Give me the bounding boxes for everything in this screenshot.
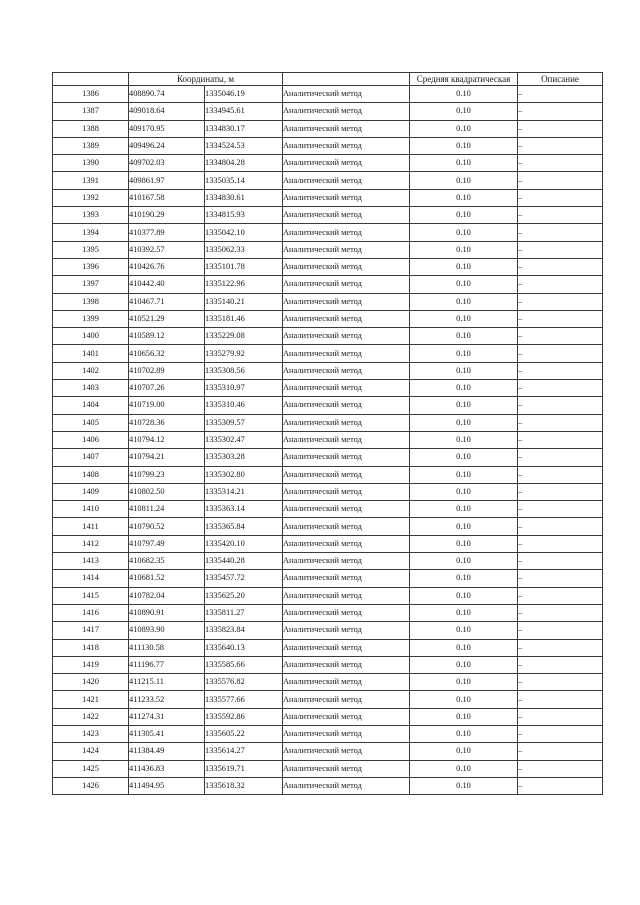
table-row [53, 155, 603, 172]
description-cell: – [518, 656, 603, 673]
table-row [53, 224, 603, 241]
table-row [53, 414, 603, 431]
table-row [53, 483, 603, 500]
point-number-cell: 1394 [53, 224, 129, 241]
table-row [53, 777, 603, 794]
table-row [53, 86, 603, 103]
coordinate-x-cell: 409496.24 [129, 137, 205, 154]
point-number-cell: 1389 [53, 137, 129, 154]
point-number-cell: 1404 [53, 397, 129, 414]
table-row [53, 587, 603, 604]
error-cell: 0.10 [410, 120, 518, 137]
coordinate-x-cell: 410790.52 [129, 518, 205, 535]
error-cell: 0.10 [410, 431, 518, 448]
point-number-cell: 1393 [53, 207, 129, 224]
coordinate-y-cell: 1334804.28 [205, 155, 283, 172]
point-number-cell: 1403 [53, 380, 129, 397]
coordinate-x-cell: 410682.35 [129, 553, 205, 570]
table-row [53, 189, 603, 206]
coordinate-y-cell: 1335140.21 [205, 293, 283, 310]
error-cell: 0.10 [410, 207, 518, 224]
error-cell: 0.10 [410, 760, 518, 777]
coordinate-x-cell: 410782.04 [129, 587, 205, 604]
coordinate-x-cell: 410589.12 [129, 328, 205, 345]
error-cell: 0.10 [410, 137, 518, 154]
table-row [53, 310, 603, 327]
coordinate-y-cell: 1335618.32 [205, 777, 283, 794]
error-cell: 0.10 [410, 380, 518, 397]
description-cell: – [518, 345, 603, 362]
point-number-cell: 1410 [53, 501, 129, 518]
table-row [53, 345, 603, 362]
error-cell: 0.10 [410, 258, 518, 275]
coordinate-y-cell: 1335310.46 [205, 397, 283, 414]
description-cell: – [518, 120, 603, 137]
point-number-cell: 1390 [53, 155, 129, 172]
error-cell: 0.10 [410, 777, 518, 794]
header-method-cell [283, 73, 410, 86]
error-cell: 0.10 [410, 293, 518, 310]
method-cell: Аналитический метод [283, 483, 410, 500]
point-number-cell: 1399 [53, 310, 129, 327]
point-number-cell: 1415 [53, 587, 129, 604]
method-cell: Аналитический метод [283, 622, 410, 639]
coordinate-x-cell: 410893.90 [129, 622, 205, 639]
table-row [53, 362, 603, 379]
point-number-cell: 1391 [53, 172, 129, 189]
description-cell: – [518, 397, 603, 414]
coordinate-x-cell: 410797.49 [129, 535, 205, 552]
error-cell: 0.10 [410, 501, 518, 518]
method-cell: Аналитический метод [283, 604, 410, 621]
error-cell: 0.10 [410, 362, 518, 379]
description-cell: – [518, 362, 603, 379]
error-cell: 0.10 [410, 743, 518, 760]
coordinate-x-cell: 410681.52 [129, 570, 205, 587]
table-row [53, 207, 603, 224]
table-row [53, 431, 603, 448]
point-number-cell: 1409 [53, 483, 129, 500]
point-number-cell: 1396 [53, 258, 129, 275]
coordinate-x-cell: 410811.24 [129, 501, 205, 518]
error-cell: 0.10 [410, 224, 518, 241]
error-cell: 0.10 [410, 639, 518, 656]
error-cell: 0.10 [410, 345, 518, 362]
header-error: Средняя квадратическая [410, 73, 518, 86]
point-number-cell: 1397 [53, 276, 129, 293]
point-number-cell: 1406 [53, 431, 129, 448]
coordinate-x-cell: 410728.36 [129, 414, 205, 431]
table-row [53, 656, 603, 673]
description-cell: – [518, 518, 603, 535]
description-cell: – [518, 258, 603, 275]
error-cell: 0.10 [410, 604, 518, 621]
coordinate-x-cell: 411384.49 [129, 743, 205, 760]
coordinate-y-cell: 1335035.14 [205, 172, 283, 189]
coordinate-y-cell: 1335302.80 [205, 466, 283, 483]
coordinate-y-cell: 1335279.92 [205, 345, 283, 362]
description-cell: – [518, 207, 603, 224]
method-cell: Аналитический метод [283, 155, 410, 172]
table-row [53, 241, 603, 258]
error-cell: 0.10 [410, 276, 518, 293]
description-cell: – [518, 708, 603, 725]
method-cell: Аналитический метод [283, 137, 410, 154]
error-cell: 0.10 [410, 172, 518, 189]
method-cell: Аналитический метод [283, 501, 410, 518]
coordinate-x-cell: 410794.21 [129, 449, 205, 466]
table-row [53, 553, 603, 570]
coordinate-y-cell: 1334524.53 [205, 137, 283, 154]
coordinate-y-cell: 1335440.28 [205, 553, 283, 570]
coordinate-y-cell: 1335577.66 [205, 691, 283, 708]
description-cell: – [518, 691, 603, 708]
description-cell: – [518, 224, 603, 241]
error-cell: 0.10 [410, 570, 518, 587]
coordinate-x-cell: 410802.50 [129, 483, 205, 500]
point-number-cell: 1408 [53, 466, 129, 483]
description-cell: – [518, 483, 603, 500]
coordinate-y-cell: 1335314.21 [205, 483, 283, 500]
point-number-cell: 1413 [53, 553, 129, 570]
table-row [53, 137, 603, 154]
point-number-cell: 1422 [53, 708, 129, 725]
table-row [53, 725, 603, 742]
description-cell: – [518, 172, 603, 189]
table-row [53, 674, 603, 691]
table-row [53, 293, 603, 310]
coordinate-x-cell: 411305.41 [129, 725, 205, 742]
method-cell: Аналитический метод [283, 380, 410, 397]
table-row [53, 449, 603, 466]
method-cell: Аналитический метод [283, 725, 410, 742]
error-cell: 0.10 [410, 518, 518, 535]
coordinate-x-cell: 411494.95 [129, 777, 205, 794]
error-cell: 0.10 [410, 691, 518, 708]
error-cell: 0.10 [410, 708, 518, 725]
error-cell: 0.10 [410, 483, 518, 500]
method-cell: Аналитический метод [283, 103, 410, 120]
coordinate-y-cell: 1335308.56 [205, 362, 283, 379]
coordinate-y-cell: 1335062.33 [205, 241, 283, 258]
coordinate-y-cell: 1335309.57 [205, 414, 283, 431]
point-number-cell: 1418 [53, 639, 129, 656]
point-number-cell: 1388 [53, 120, 129, 137]
error-cell: 0.10 [410, 189, 518, 206]
point-number-cell: 1419 [53, 656, 129, 673]
point-number-cell: 1424 [53, 743, 129, 760]
coordinate-y-cell: 1335303.28 [205, 449, 283, 466]
coordinate-y-cell: 1335181.46 [205, 310, 283, 327]
method-cell: Аналитический метод [283, 553, 410, 570]
point-number-cell: 1421 [53, 691, 129, 708]
method-cell: Аналитический метод [283, 293, 410, 310]
description-cell: – [518, 449, 603, 466]
description-cell: – [518, 241, 603, 258]
point-number-cell: 1401 [53, 345, 129, 362]
error-cell: 0.10 [410, 553, 518, 570]
method-cell: Аналитический метод [283, 449, 410, 466]
method-cell: Аналитический метод [283, 535, 410, 552]
coordinate-y-cell: 1335640.13 [205, 639, 283, 656]
coordinate-x-cell: 410426.76 [129, 258, 205, 275]
description-cell: – [518, 743, 603, 760]
method-cell: Аналитический метод [283, 224, 410, 241]
error-cell: 0.10 [410, 725, 518, 742]
table-row [53, 380, 603, 397]
method-cell: Аналитический метод [283, 777, 410, 794]
method-cell: Аналитический метод [283, 639, 410, 656]
description-cell: – [518, 155, 603, 172]
coordinate-y-cell: 1335310.97 [205, 380, 283, 397]
coordinate-y-cell: 1335046.19 [205, 86, 283, 103]
description-cell: – [518, 501, 603, 518]
method-cell: Аналитический метод [283, 587, 410, 604]
point-number-cell: 1386 [53, 86, 129, 103]
description-cell: – [518, 674, 603, 691]
description-cell: – [518, 137, 603, 154]
table-row [53, 397, 603, 414]
coordinate-x-cell: 410392.57 [129, 241, 205, 258]
table-row [53, 570, 603, 587]
error-cell: 0.10 [410, 674, 518, 691]
description-cell: – [518, 622, 603, 639]
point-number-cell: 1387 [53, 103, 129, 120]
error-cell: 0.10 [410, 587, 518, 604]
point-number-cell: 1426 [53, 777, 129, 794]
coordinate-y-cell: 1334945.61 [205, 103, 283, 120]
coordinate-y-cell: 1335614.27 [205, 743, 283, 760]
coordinate-y-cell: 1335363.14 [205, 501, 283, 518]
point-number-cell: 1423 [53, 725, 129, 742]
table-row [53, 501, 603, 518]
coordinate-x-cell: 410656.32 [129, 345, 205, 362]
point-number-cell: 1392 [53, 189, 129, 206]
description-cell: – [518, 570, 603, 587]
coordinates-table [52, 72, 603, 795]
coordinate-x-cell: 410190.29 [129, 207, 205, 224]
coordinate-x-cell: 409702.03 [129, 155, 205, 172]
error-cell: 0.10 [410, 241, 518, 258]
coordinate-x-cell: 410467.71 [129, 293, 205, 310]
point-number-cell: 1402 [53, 362, 129, 379]
table-row [53, 708, 603, 725]
description-cell: – [518, 431, 603, 448]
method-cell: Аналитический метод [283, 310, 410, 327]
point-number-cell: 1407 [53, 449, 129, 466]
table-row [53, 103, 603, 120]
method-cell: Аналитический метод [283, 86, 410, 103]
method-cell: Аналитический метод [283, 656, 410, 673]
description-cell: – [518, 604, 603, 621]
table-row [53, 328, 603, 345]
point-number-cell: 1398 [53, 293, 129, 310]
table-row [53, 760, 603, 777]
error-cell: 0.10 [410, 310, 518, 327]
method-cell: Аналитический метод [283, 466, 410, 483]
table-row [53, 258, 603, 275]
point-number-cell: 1400 [53, 328, 129, 345]
table-row [53, 120, 603, 137]
method-cell: Аналитический метод [283, 362, 410, 379]
coordinate-x-cell: 409861.97 [129, 172, 205, 189]
error-cell: 0.10 [410, 397, 518, 414]
coordinate-y-cell: 1335365.84 [205, 518, 283, 535]
error-cell: 0.10 [410, 656, 518, 673]
table-row [53, 622, 603, 639]
coordinate-x-cell: 410702.89 [129, 362, 205, 379]
table-row [53, 518, 603, 535]
coordinate-x-cell: 411436.83 [129, 760, 205, 777]
coordinate-y-cell: 1335585.66 [205, 656, 283, 673]
point-number-cell: 1417 [53, 622, 129, 639]
description-cell: – [518, 310, 603, 327]
method-cell: Аналитический метод [283, 570, 410, 587]
method-cell: Аналитический метод [283, 120, 410, 137]
error-cell: 0.10 [410, 466, 518, 483]
description-cell: – [518, 328, 603, 345]
coordinate-y-cell: 1334815.93 [205, 207, 283, 224]
description-cell: – [518, 760, 603, 777]
coordinate-x-cell: 410377.89 [129, 224, 205, 241]
coordinate-y-cell: 1335101.78 [205, 258, 283, 275]
coordinate-x-cell: 411233.52 [129, 691, 205, 708]
method-cell: Аналитический метод [283, 207, 410, 224]
header-number-cell [53, 73, 129, 86]
table-row [53, 743, 603, 760]
point-number-cell: 1412 [53, 535, 129, 552]
coordinate-x-cell: 411274.31 [129, 708, 205, 725]
error-cell: 0.10 [410, 449, 518, 466]
description-cell: – [518, 380, 603, 397]
description-cell: – [518, 189, 603, 206]
coordinate-y-cell: 1335122.96 [205, 276, 283, 293]
coordinate-x-cell: 410707.26 [129, 380, 205, 397]
table-row [53, 604, 603, 621]
error-cell: 0.10 [410, 86, 518, 103]
error-cell: 0.10 [410, 328, 518, 345]
description-cell: – [518, 276, 603, 293]
description-cell: – [518, 293, 603, 310]
description-cell: – [518, 86, 603, 103]
point-number-cell: 1416 [53, 604, 129, 621]
method-cell: Аналитический метод [283, 397, 410, 414]
method-cell: Аналитический метод [283, 276, 410, 293]
coordinate-x-cell: 410167.58 [129, 189, 205, 206]
table-row [53, 535, 603, 552]
coordinate-x-cell: 409018.64 [129, 103, 205, 120]
point-number-cell: 1414 [53, 570, 129, 587]
description-cell: – [518, 103, 603, 120]
coordinate-y-cell: 1335605.22 [205, 725, 283, 742]
method-cell: Аналитический метод [283, 743, 410, 760]
table-body [53, 73, 603, 795]
method-cell: Аналитический метод [283, 345, 410, 362]
coordinate-y-cell: 1335592.86 [205, 708, 283, 725]
header-description: Описание [518, 73, 603, 86]
coordinate-x-cell: 409170.95 [129, 120, 205, 137]
error-cell: 0.10 [410, 103, 518, 120]
description-cell: – [518, 725, 603, 742]
description-cell: – [518, 639, 603, 656]
coordinate-y-cell: 1334830.17 [205, 120, 283, 137]
point-number-cell: 1395 [53, 241, 129, 258]
coordinate-x-cell: 410890.91 [129, 604, 205, 621]
description-cell: – [518, 414, 603, 431]
method-cell: Аналитический метод [283, 431, 410, 448]
coordinate-y-cell: 1334830.61 [205, 189, 283, 206]
table-row [53, 691, 603, 708]
coordinate-y-cell: 1335229.08 [205, 328, 283, 345]
table-row [53, 639, 603, 656]
description-cell: – [518, 535, 603, 552]
description-cell: – [518, 466, 603, 483]
coordinate-x-cell: 410799.23 [129, 466, 205, 483]
point-number-cell: 1425 [53, 760, 129, 777]
method-cell: Аналитический метод [283, 708, 410, 725]
coordinate-x-cell: 408890.74 [129, 86, 205, 103]
coordinate-x-cell: 410521.29 [129, 310, 205, 327]
point-number-cell: 1420 [53, 674, 129, 691]
error-cell: 0.10 [410, 155, 518, 172]
method-cell: Аналитический метод [283, 258, 410, 275]
method-cell: Аналитический метод [283, 760, 410, 777]
coordinate-y-cell: 1335811.27 [205, 604, 283, 621]
coordinate-x-cell: 411215.11 [129, 674, 205, 691]
error-cell: 0.10 [410, 622, 518, 639]
coordinate-y-cell: 1335625.20 [205, 587, 283, 604]
coordinate-y-cell: 1335420.10 [205, 535, 283, 552]
coordinate-x-cell: 411196.77 [129, 656, 205, 673]
coordinate-y-cell: 1335619.71 [205, 760, 283, 777]
description-cell: – [518, 777, 603, 794]
method-cell: Аналитический метод [283, 328, 410, 345]
error-cell: 0.10 [410, 414, 518, 431]
method-cell: Аналитический метод [283, 189, 410, 206]
coordinate-y-cell: 1335576.82 [205, 674, 283, 691]
method-cell: Аналитический метод [283, 414, 410, 431]
coordinate-x-cell: 410794.12 [129, 431, 205, 448]
point-number-cell: 1405 [53, 414, 129, 431]
table-row [53, 276, 603, 293]
table-row [53, 172, 603, 189]
point-number-cell: 1411 [53, 518, 129, 535]
table-header-row [53, 73, 603, 86]
description-cell: – [518, 553, 603, 570]
method-cell: Аналитический метод [283, 172, 410, 189]
coordinate-x-cell: 411130.58 [129, 639, 205, 656]
method-cell: Аналитический метод [283, 674, 410, 691]
coordinate-y-cell: 1335823.84 [205, 622, 283, 639]
method-cell: Аналитический метод [283, 518, 410, 535]
method-cell: Аналитический метод [283, 241, 410, 258]
description-cell: – [518, 587, 603, 604]
coordinate-x-cell: 410719.00 [129, 397, 205, 414]
coordinate-y-cell: 1335042.10 [205, 224, 283, 241]
coordinate-x-cell: 410442.40 [129, 276, 205, 293]
coordinate-y-cell: 1335302.47 [205, 431, 283, 448]
method-cell: Аналитический метод [283, 691, 410, 708]
header-coordinates: Координаты, м [129, 73, 283, 86]
coordinate-y-cell: 1335457.72 [205, 570, 283, 587]
table-row [53, 466, 603, 483]
error-cell: 0.10 [410, 535, 518, 552]
